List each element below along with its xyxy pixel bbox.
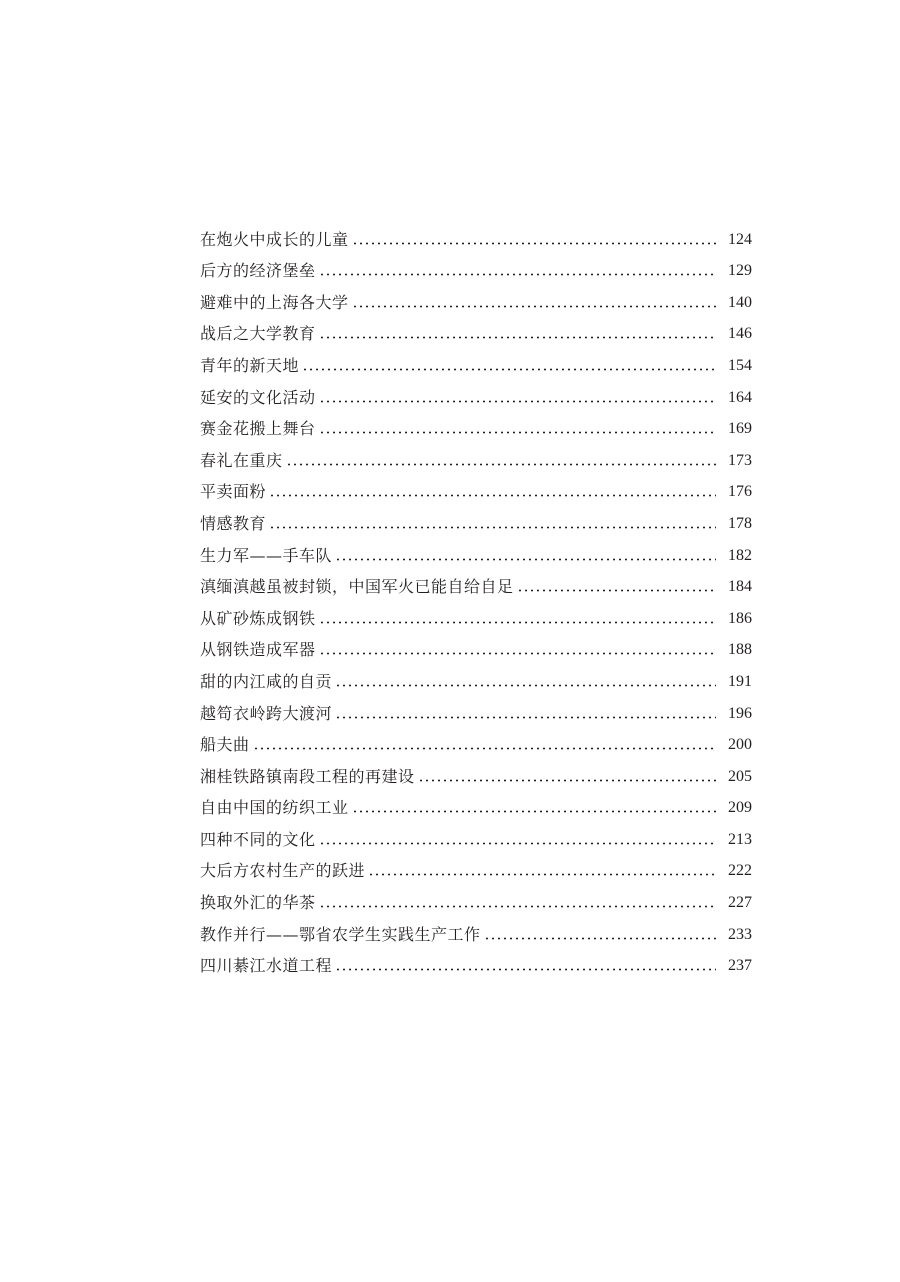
toc-entry-page: 227 [728,894,752,912]
dot-leader [319,273,716,276]
dot-leader [335,716,716,719]
toc-entry-page: 186 [728,609,752,627]
toc-entry [200,788,752,820]
toc-entry [200,598,752,630]
toc-entry [200,946,752,978]
toc-entry [200,535,752,567]
dot-leader [335,684,716,687]
dot-leader [368,873,716,876]
toc-entry-page: 182 [728,546,752,564]
toc-entry [200,756,752,788]
dot-leader [352,305,716,308]
dot-leader [253,747,716,750]
toc-entry-title: 平卖面粉 [200,482,267,502]
dot-leader [319,621,716,624]
toc-entry [200,567,752,599]
toc-entry [200,882,752,914]
dot-leader [352,242,716,245]
toc-entry-title: 后方的经济堡垒 [200,261,316,281]
toc-entry-title: 延安的文化活动 [200,387,316,407]
dot-leader [335,968,716,971]
toc-entry-page: 213 [728,830,752,848]
toc-entry [200,725,752,757]
toc-entry [200,314,752,346]
toc-entry-title: 春礼在重庆 [200,450,283,470]
toc-entry [200,251,752,283]
toc-entry [200,503,752,535]
dot-leader [484,937,716,940]
toc-entry-page: 164 [728,388,752,406]
toc-entry-page: 188 [728,641,752,659]
toc-entry [200,472,752,504]
dot-leader [418,779,716,782]
toc-entry [200,819,752,851]
dot-leader [286,463,716,466]
dot-leader [269,494,716,497]
toc-entry-title: 换取外汇的华茶 [200,893,316,913]
dot-leader [319,652,716,655]
dot-leader [352,810,716,813]
toc-entry-page: 154 [728,356,752,374]
toc-entry-title: 从矿砂炼成钢铁 [200,608,316,628]
toc-entry-page: 209 [728,799,752,817]
toc-entry [200,219,752,251]
toc-entry-title: 生力军——手车队 [200,545,333,565]
toc-entry-page: 222 [728,862,752,880]
toc-entry [200,914,752,946]
dot-leader [335,558,716,561]
table-of-contents [200,219,752,977]
toc-entry-title: 自由中国的纺织工业 [200,798,349,818]
toc-entry-title: 湘桂铁路镇南段工程的再建设 [200,766,415,786]
toc-entry-page: 169 [728,420,752,438]
toc-entry-page: 184 [728,578,752,596]
toc-entry [200,440,752,472]
toc-entry-title: 四种不同的文化 [200,829,316,849]
toc-entry-title: 赛金花搬上舞台 [200,419,316,439]
dot-leader [319,431,716,434]
toc-entry-title: 甜的内江咸的自贡 [200,671,333,691]
toc-entry-page: 196 [728,704,752,722]
dot-leader [319,842,716,845]
dot-leader [319,400,716,403]
toc-entry-page: 233 [728,925,752,943]
toc-entry [200,693,752,725]
dot-leader [319,905,716,908]
toc-entry-page: 173 [728,451,752,469]
toc-entry-page: 176 [728,483,752,501]
toc-entry [200,630,752,662]
dot-leader [517,589,716,592]
toc-entry [200,377,752,409]
toc-entry-page: 124 [728,230,752,248]
toc-entry-page: 146 [728,325,752,343]
toc-entry-title: 战后之大学教育 [200,324,316,344]
toc-entry-title: 青年的新天地 [200,355,300,375]
dot-leader [319,336,716,339]
toc-entry-page: 140 [728,293,752,311]
dot-leader [302,368,716,371]
toc-entry [200,851,752,883]
toc-entry-page: 191 [728,672,752,690]
toc-entry-title: 滇缅滇越虽被封锁，中国军火已能自给自足 [200,577,514,597]
toc-entry-title: 避难中的上海各大学 [200,292,349,312]
toc-entry-title: 在炮火中成长的儿童 [200,229,349,249]
toc-entry-title: 教作并行——鄂省农学生实践生产工作 [200,924,481,944]
toc-entry-title: 大后方农村生产的跃进 [200,861,366,881]
toc-entry-title: 船夫曲 [200,735,250,755]
toc-entry-page: 200 [728,736,752,754]
toc-entry [200,282,752,314]
toc-entry-page: 237 [728,957,752,975]
toc-entry-title: 情感教育 [200,513,267,533]
toc-entry-page: 129 [728,262,752,280]
toc-entry-page: 205 [728,767,752,785]
toc-entry-page: 178 [728,514,752,532]
toc-entry [200,661,752,693]
toc-entry [200,409,752,441]
dot-leader [269,526,716,529]
toc-entry-title: 越笱衣岭跨大渡河 [200,703,333,723]
toc-entry-title: 四川綦江水道工程 [200,956,333,976]
toc-entry-title: 从钢铁造成军器 [200,640,316,660]
toc-entry [200,345,752,377]
